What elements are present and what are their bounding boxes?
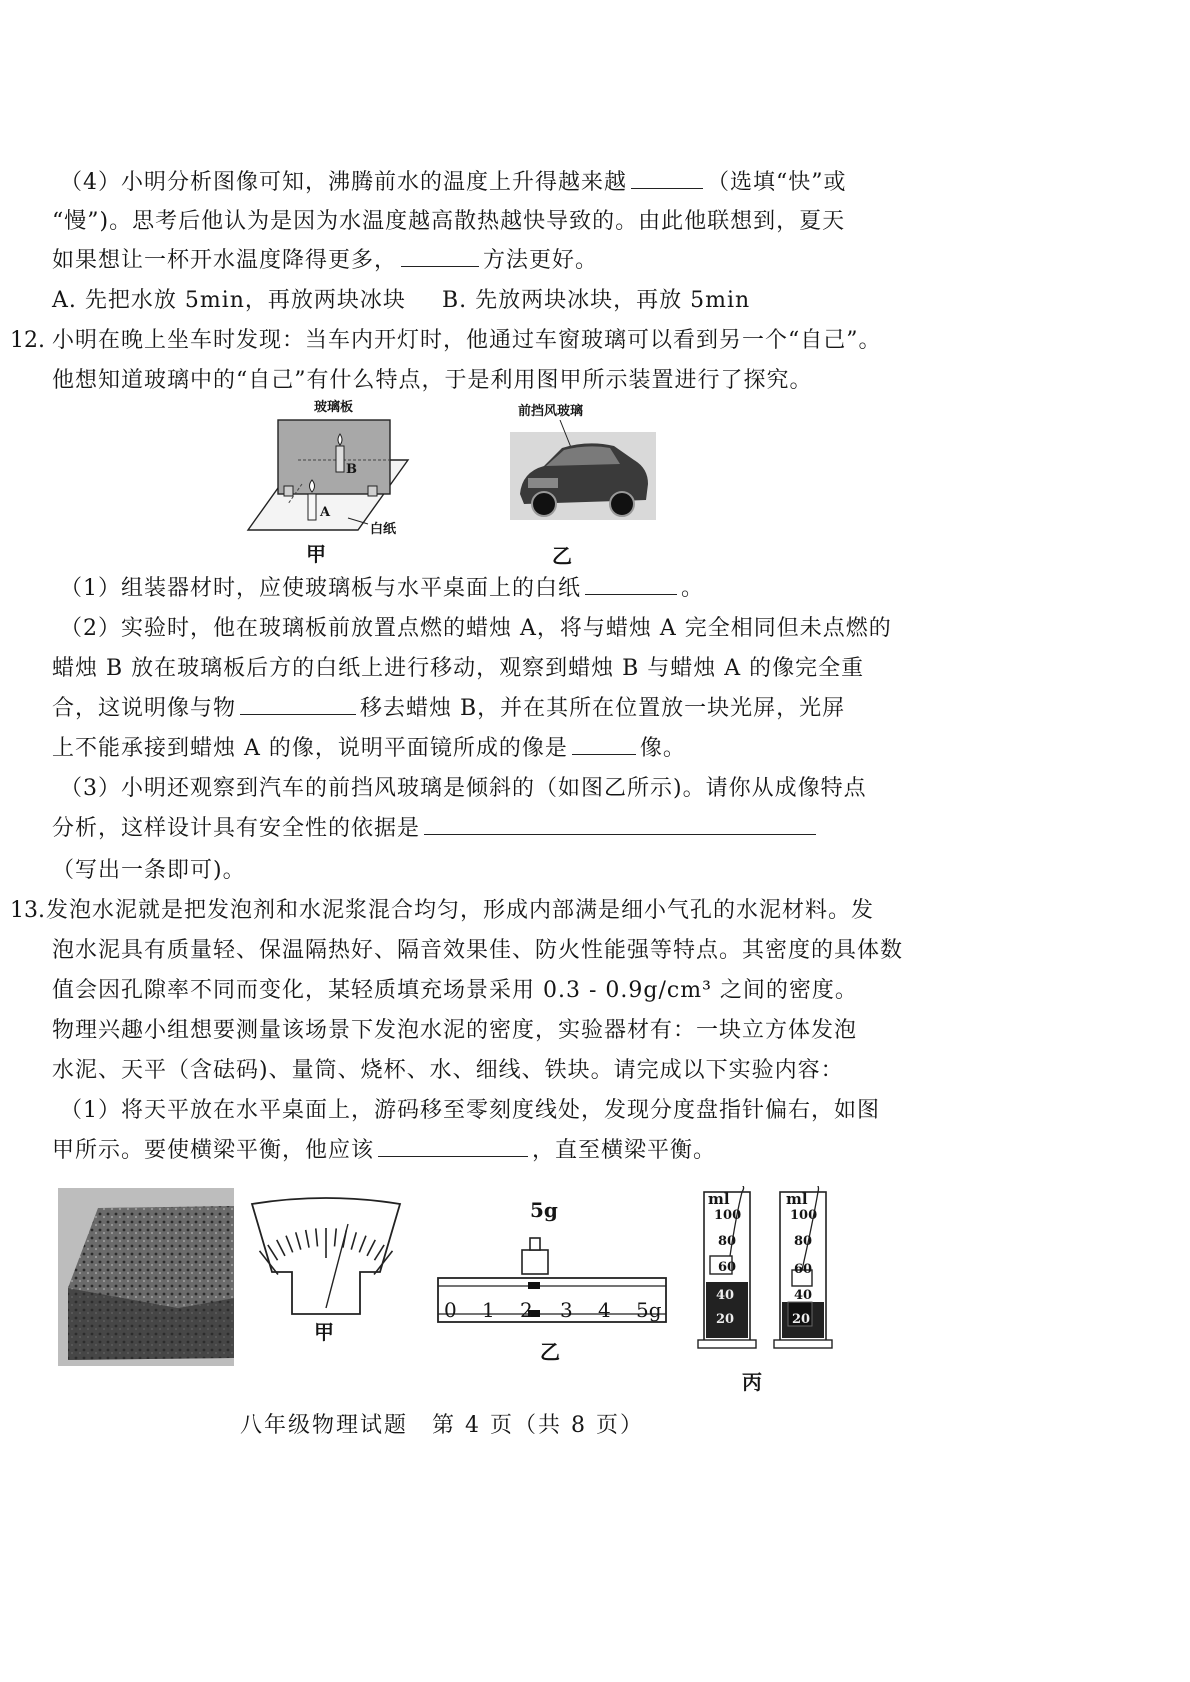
glass-plate-label: 玻璃板 (314, 400, 354, 415)
q13-part1-line2 (52, 1136, 716, 1166)
figure-bing-caption: 丙 (742, 1370, 762, 1394)
q12-number: 12. (10, 328, 45, 353)
q11-part4-line3 (52, 246, 598, 276)
q12-part3-line2-text: 分析，这样设计具有安全性的依据是 (52, 816, 421, 841)
cylinder-tick: 60 (718, 1260, 737, 1275)
tick-label: 3 (560, 1298, 573, 1322)
q13-part1-line2-a: 甲所示。要使横梁平衡，他应该 (52, 1138, 375, 1163)
answer-blank-glass-orientation[interactable] (585, 574, 677, 595)
figure-jia-caption: 甲 (306, 542, 326, 566)
q12-part1-text: （1）组装器材时，应使玻璃板与水平桌面上的白纸 (60, 576, 581, 601)
cylinder-tick: 80 (718, 1234, 737, 1249)
windshield-label: 前挡风玻璃 (518, 404, 584, 419)
answer-blank-image-type[interactable] (572, 734, 636, 755)
answer-blank-balance-adjust[interactable] (378, 1136, 528, 1157)
rider-scale-figure (436, 1230, 668, 1330)
q13-number: 13. (10, 898, 45, 923)
cylinder-tick: 100 (790, 1208, 818, 1223)
q13-part1-line1: （1）将天平放在水平桌面上，游码移至零刻度线处，发现分度盘指针偏右，如图 (60, 1098, 880, 1123)
q12-part1 (60, 574, 704, 604)
q11-part4-line3-a: 如果想让一杯开水温度降得更多， (52, 248, 398, 273)
figure-yi-caption-2: 乙 (540, 1340, 560, 1364)
cylinder-unit-right: ml (786, 1190, 808, 1208)
figure-yi-caption: 乙 (552, 544, 572, 568)
q11-part4-tail: （选填“快”或 (707, 170, 847, 195)
answer-blank-safety-reason[interactable] (424, 814, 816, 835)
q13-line3: 值会因孔隙率不同而变化，某轻质填充场景采用 0.3 - 0.9g/cm³ 之间的密度。 (52, 978, 858, 1003)
q11-option-b: B. 先放两块冰块，再放 5min (442, 288, 751, 313)
q12-part3-line3: （写出一条即可)。 (52, 858, 246, 883)
q11-part4-line2: “慢”)。思考后他认为是因为水温度越高散热越快导致的。由此他联想到，夏天 (52, 209, 846, 234)
cylinder-tick: 40 (794, 1288, 813, 1303)
q12-part2-line1: （2）实验时，他在玻璃板前放置点燃的蜡烛 A，将与蜡烛 A 完全相同但未点燃的 (60, 616, 892, 641)
q12-part3-line1: （3）小明还观察到汽车的前挡风玻璃是倾斜的（如图乙所示)。请你从成像特点 (60, 776, 867, 801)
q12-part3-line2 (52, 814, 820, 844)
answer-blank-method[interactable] (401, 246, 479, 267)
weight-5g-label: 5g (530, 1198, 558, 1222)
cylinder-tick: 100 (714, 1208, 742, 1223)
q12-part2-line4 (52, 734, 686, 764)
tick-label: 1 (482, 1298, 495, 1322)
tick-label: 0 (444, 1298, 457, 1322)
q13-line1: 发泡水泥就是把发泡剂和水泥浆混合均匀，形成内部满是细小气孔的水泥材料。发 (46, 898, 875, 923)
q12-part2-line3-b: 移去蜡烛 B，并在其所在位置放一块光屏，光屏 (360, 696, 846, 721)
cylinder-tick: 60 (794, 1262, 813, 1277)
answer-blank-fast-slow[interactable] (631, 168, 703, 189)
q13-part1-line2-b: ，直至横梁平衡。 (532, 1138, 717, 1163)
answer-blank-image-object[interactable] (240, 694, 356, 715)
candle-a-label: A (320, 505, 331, 520)
plane-mirror-apparatus-figure (240, 412, 430, 537)
q12-intro-line2: 他想知道玻璃中的“自己”有什么特点，于是利用图甲所示装置进行了探究。 (52, 368, 813, 393)
q13-line4: 物理兴趣小组想要测量该场景下发泡水泥的密度，实验器材有：一块立方体发泡 (52, 1018, 858, 1043)
q11-part4-line3-b: 方法更好。 (483, 248, 599, 273)
candle-b-label: B (346, 462, 357, 477)
q12-part2-line4-a: 上不能承接到蜡烛 A 的像，说明平面镜所成的像是 (52, 736, 568, 761)
page-footer: 八年级物理试题 第 4 页（共 8 页） (240, 1413, 644, 1438)
white-paper-label: 白纸 (370, 522, 397, 537)
cylinder-tick: 40 (716, 1288, 735, 1303)
tick-label: 4 (598, 1298, 611, 1322)
q13-line2: 泡水泥具有质量轻、保温隔热好、隔音效果佳、防火性能强等特点。其密度的具体数 (52, 938, 904, 963)
car-windshield-photo (510, 420, 656, 522)
q12-part2-line2: 蜡烛 B 放在玻璃板后方的白纸上进行移动，观察到蜡烛 B 与蜡烛 A 的像完全重 (52, 656, 865, 681)
balance-dial-figure (248, 1196, 404, 1316)
q11-option-a: A. 先把水放 5min，再放两块冰块 (52, 288, 406, 313)
foam-concrete-photo (58, 1188, 234, 1366)
figure-jia-caption-2: 甲 (314, 1320, 334, 1344)
q13-line5: 水泥、天平（含砝码)、量筒、烧杯、水、细线、铁块。请完成以下实验内容： (52, 1058, 844, 1083)
cylinder-tick: 80 (794, 1234, 813, 1249)
q11-part4-line1 (60, 168, 847, 198)
tick-label: 2 (520, 1298, 533, 1322)
cylinder-tick: 20 (792, 1312, 811, 1327)
tick-label: 5g (636, 1298, 662, 1322)
q12-part2-line3-a: 合，这说明像与物 (52, 696, 237, 721)
cylinder-tick: 20 (716, 1312, 735, 1327)
q12-part2-line3 (52, 694, 845, 724)
q11-part4-text: （4）小明分析图像可知，沸腾前水的温度上升得越来越 (60, 170, 627, 195)
q12-part1-end: 。 (681, 576, 705, 601)
cylinder-unit-left: ml (708, 1190, 730, 1208)
q12-intro-line1: 小明在晚上坐车时发现：当车内开灯时，他通过车窗玻璃可以看到另一个“自己”。 (52, 328, 882, 353)
q12-part2-line4-b: 像。 (639, 736, 686, 761)
